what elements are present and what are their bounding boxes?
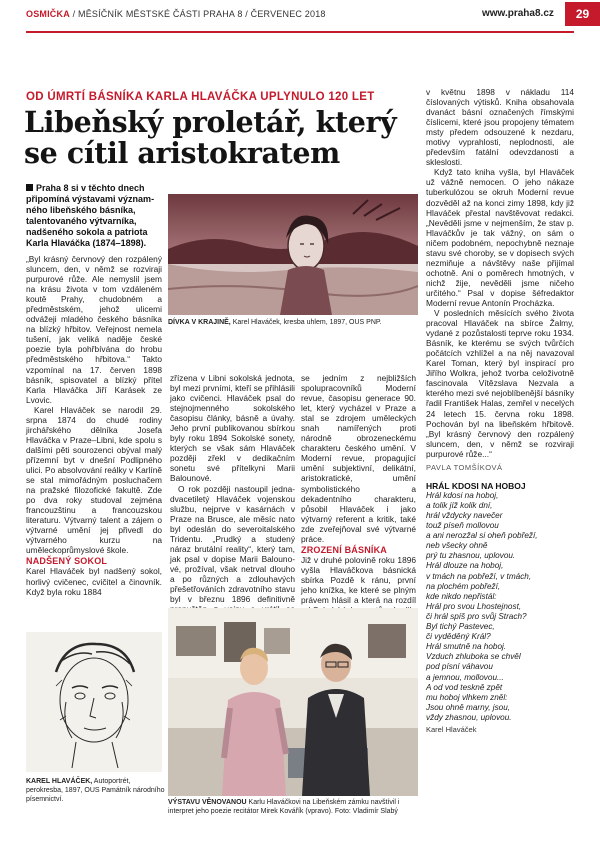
- caption-bottom-text: Karlu Hlaváčkovi na Libeňském zámku navštívil i interpret jeho poezie recitátor Mirek Kovářík (vpravo). Foto: Vladimír Slabý: [168, 799, 400, 815]
- poem-text: [426, 491, 574, 723]
- article-column-1: [26, 254, 162, 597]
- poem-line: Byl tichý Pastevec,: [426, 622, 495, 632]
- caption-bottom-title: VÝSTAVU VĚNOVANOU: [168, 799, 247, 806]
- poem-signature: Karel Hlaváček: [426, 724, 477, 734]
- caption-top-drawing: [168, 318, 420, 327]
- paragraph: se jedním z nejbližších spolupracovníků Moderní revue, časopisu generace 90. let, který vycházel v Praze a stal se zdrojem uměleckých snah namířených proti národně obrozeneckému charakteru českého umění. V Moderní revue, propagující umění subjektivní, delikátní, aristokratické, umění symbolistického a dekadentního charakteru, působil Hlaváček i jako výtvarný referent a kritik, také zde zveřejňoval své výtvarné práce.: [301, 373, 416, 544]
- article-title-line2: se cítil aristokratem: [24, 136, 340, 170]
- paragraph: v květnu 1898 v nákladu 114 číslovaných výtisků. Kniha obsahovala dvanáct básní označených římskými číslicemi, které jsou propojeny tématem msty předem odsouzené k nezdaru, motivy vyprahlosti, neplodnosti, ale především fatální odevzdanosti a skleslosti.: [426, 87, 574, 168]
- article-title-line1: Libeňský proletář, který: [24, 105, 397, 139]
- article-author: PAVLA TOMŠÍKOVÁ: [426, 462, 503, 472]
- paragraph: V posledních měsících svého života pracoval Hlaváček na sbírce Žalmy, vydané z pozůstalosti teprve roku 1934. Básník, ke kterému se svých tvůrčích počátcích vzhlížel a na něj navazoval Karel Toman, který byl inspirací pro Jiřího Wolkra, jehož tvorba celoživotně fascinovala Vítězslava Nezvala a kterého mezi své nejoblíbenější básníky řadil František Halas, zemřel v necelých 24 letech 15. června roku 1898. Pochován byl na libeňském hřbitově. „Byl krásný červnový den rozpálený sluncem, den, v němž se rozviraji purpurové růže...“: [426, 308, 574, 459]
- poem-line: Vzduch zhluboka se chvěl: [426, 652, 521, 662]
- drawing-girl-in-landscape-image: [168, 194, 418, 315]
- paragraph: Když tato kniha vyšla, byl Hlaváček už vážně nemocen. O jeho nákaze tuberkulózou se okruh Moderní revue dozvěděl až na konci zimy 1898, kdy již Hlaváček přestal navštěvovat redakci. „Nevěděli jsme v nejmenším, že stav p. Hlaváčkův je tak vážný, on sám o ničem podobném, nepochybně neznaje stavu své choroby, se v dopisech svých nezmiňuje a návštěvy naše přijímal ochotně. Ani o poměrech hmotných, v nichž žije, nevěděli jsme ničeho určitého.“ Psal v dopise šéfredaktor Moderní revue Antonín Procházka.: [426, 167, 574, 308]
- header-publication: [26, 9, 326, 19]
- poem-line: či vyděděný Král?: [426, 632, 491, 642]
- poem-line: či hrál spíš pro svůj Strach?: [426, 611, 527, 621]
- poem-line: hrál vždycky navečer: [426, 511, 503, 521]
- paragraph: zřízena v Libni sokolská jednota, byl mezi prvními, kteří se přihlásili jako cvičenci. Hlaváček psal do stejnojmenného sokolského časopisu články, básně a úvahy. Jeho první publikovanou sbírkou byly roku 1894 Sokolské sonety, kterých se však sám Hlaváček později zřekl v dedikačním sonetu své přítelkyni Marii Balounové.: [170, 373, 295, 484]
- article-lead-text: Praha 8 si v těchto dnech připomíná výstavami významného libeňského básníka, talentovaného výtvarníka, nadšeného sokola a patriota Karla Hlaváčka (1874–1898).: [26, 183, 155, 248]
- poem-line: Hrál pro svou Lhostejnost,: [426, 601, 522, 611]
- caption-top-text: Karel Hlaváček, kresba uhlem, 1897, OUS PNP.: [230, 319, 382, 326]
- header-website[interactable]: www.praha8.cz: [482, 8, 554, 19]
- header-divider: [26, 31, 574, 33]
- paragraph: Karel Hlaváček se narodil 29. srpna 1874 do chudé rodiny jirchářského dělníka Josefa Hlaváčka v Praze–Libni, kde spolu s dalšími pěti sourozenci obýval malý přízemní byt v dnešní Podlipného ulici. Po absolvování reálky v Karlíně se stal mimořádným posluchačem na pražské filozofické fakultě. Zde po dva roky studoval zejména francouzštinu a francouzskou literaturu. Výtvarný talent a zájem o výtvarné umění jej přivedl do výtvarného kurzu na uměleckoprůmyslové škole.: [26, 404, 162, 556]
- paragraph: Karel Hlaváček byl nadšený sokol, horlivý cvičenec, cvičitel a činovník. Když byla roku 1884: [26, 566, 162, 597]
- poem-line: neb všecky ohně: [426, 541, 488, 551]
- poem-line: Hrál kdosi na hoboj,: [426, 490, 499, 500]
- paragraph: O rok později nastoupil jednadvacetiletý Hlaváček vojenskou službu, nejprve v kasárnách v Praze na Bruscе, ale měsíc nato byl odeslán do severoitalského Tridentu. „Prudký a studený náraz brutální reality“, který tam, jak psal v dopise Marii Balounové, prožíval, však netrval dlouho a po různých a zdlouhavých přešetřováních zdravotního stavu byl v březnu 1896 definitivně: [170, 483, 295, 605]
- poem-line: a jemnou, mollovou...: [426, 672, 504, 682]
- subhead-nadseny-sokol: NADŠENÝ SOKOL: [26, 556, 108, 567]
- poem-line: touž píseň mollovou: [426, 521, 499, 531]
- article-title: [24, 107, 420, 169]
- subhead-zrozeni-basnika: ZROZENÍ BÁSNÍKA: [301, 544, 387, 555]
- bullet-square-icon: [26, 184, 33, 191]
- poem-line: Hrál dlouze na hoboj,: [426, 561, 504, 571]
- article-lead: [26, 183, 162, 249]
- self-portrait-image: [26, 632, 162, 772]
- poem-title: HRÁL KDOSI NA HOBOJ: [426, 480, 526, 491]
- poem-line: vždy zhasnou, uplovou.: [426, 712, 512, 722]
- caption-left-title: KAREL HLAVÁČEK,: [26, 778, 93, 785]
- poem-line: a tolik jíž kolik dní,: [426, 500, 493, 510]
- poem-line: Jsou ohně marny, jsou,: [426, 702, 511, 712]
- self-portrait-drawing: [26, 632, 162, 772]
- exhibition-photo: [168, 608, 418, 796]
- poem-line: kde nikdo nepřistál:: [426, 591, 497, 601]
- header-brand: OSMIČKA: [26, 9, 70, 19]
- poem-line: A od vod teskně zpět: [426, 682, 503, 692]
- poem-line: pod písní váhavou: [426, 662, 493, 672]
- article-column-4: [426, 87, 574, 735]
- caption-top-title: DÍVKA V KRAJINĚ,: [168, 319, 231, 326]
- poem-line: Hrál smutně na hoboj.: [426, 642, 507, 652]
- article-kicker: OD ÚMRTÍ BÁSNÍKA KARLA HLAVÁČKA UPLYNULO 120 LET: [26, 91, 375, 103]
- paragraph: Již v druhé polovině roku 1896 vyšla Hlaváčkova básnická sbírka Pozdě k ránu, první jeho knížka, ke které se plným právem hlásil a která na rozdíl: [301, 554, 416, 606]
- paragraph: „Byl krásný červnový den rozpálený sluncem, den, v němž se rozviraji purpurové růže. Ale nemyslil jsem na krásu života v tom vzdáleném koutě Prahy, chudobném a předměstském, jehož ulicemi odvážeji mladého českého básníka na blízký hřbitov. Veřejnost nemela tušení, jak veliká naděje české poezie byla pohřbívána do hrobu předměstského hřbitova.“ Takto vzpomínal na 17. červen 1898 básník, spisovatel a blízký přítel Karla Hlaváčka Jiří Karásek ze Lvovic.: [26, 254, 162, 405]
- exhibition-photo-image: [168, 608, 418, 796]
- caption-self-portrait: [26, 777, 166, 804]
- poem-line: a ani nerozžal si oheň pobřeží,: [426, 531, 538, 541]
- poem-line: prý tu zhasnou, uplovou.: [426, 551, 516, 561]
- drawing-girl-in-landscape: [168, 194, 418, 315]
- poem-line: v tmách na pobřeží, v tmách,: [426, 571, 532, 581]
- page-number: 29: [565, 2, 600, 26]
- caption-exhibition-photo: [168, 798, 418, 816]
- poem-line: mu hoboj vlhkem zněl:: [426, 692, 508, 702]
- caption-left-text: Autoportrét, perokresba, 1897, OUS Památník národního písemnictví.: [26, 778, 165, 803]
- header-subtitle: / MĚSÍČNÍK MĚSTSKÉ ČÁSTI PRAHA 8 / ČERVENEC 2018: [69, 9, 326, 19]
- page-header: [0, 0, 600, 32]
- poem-line: na plochém pobřeží,: [426, 581, 501, 591]
